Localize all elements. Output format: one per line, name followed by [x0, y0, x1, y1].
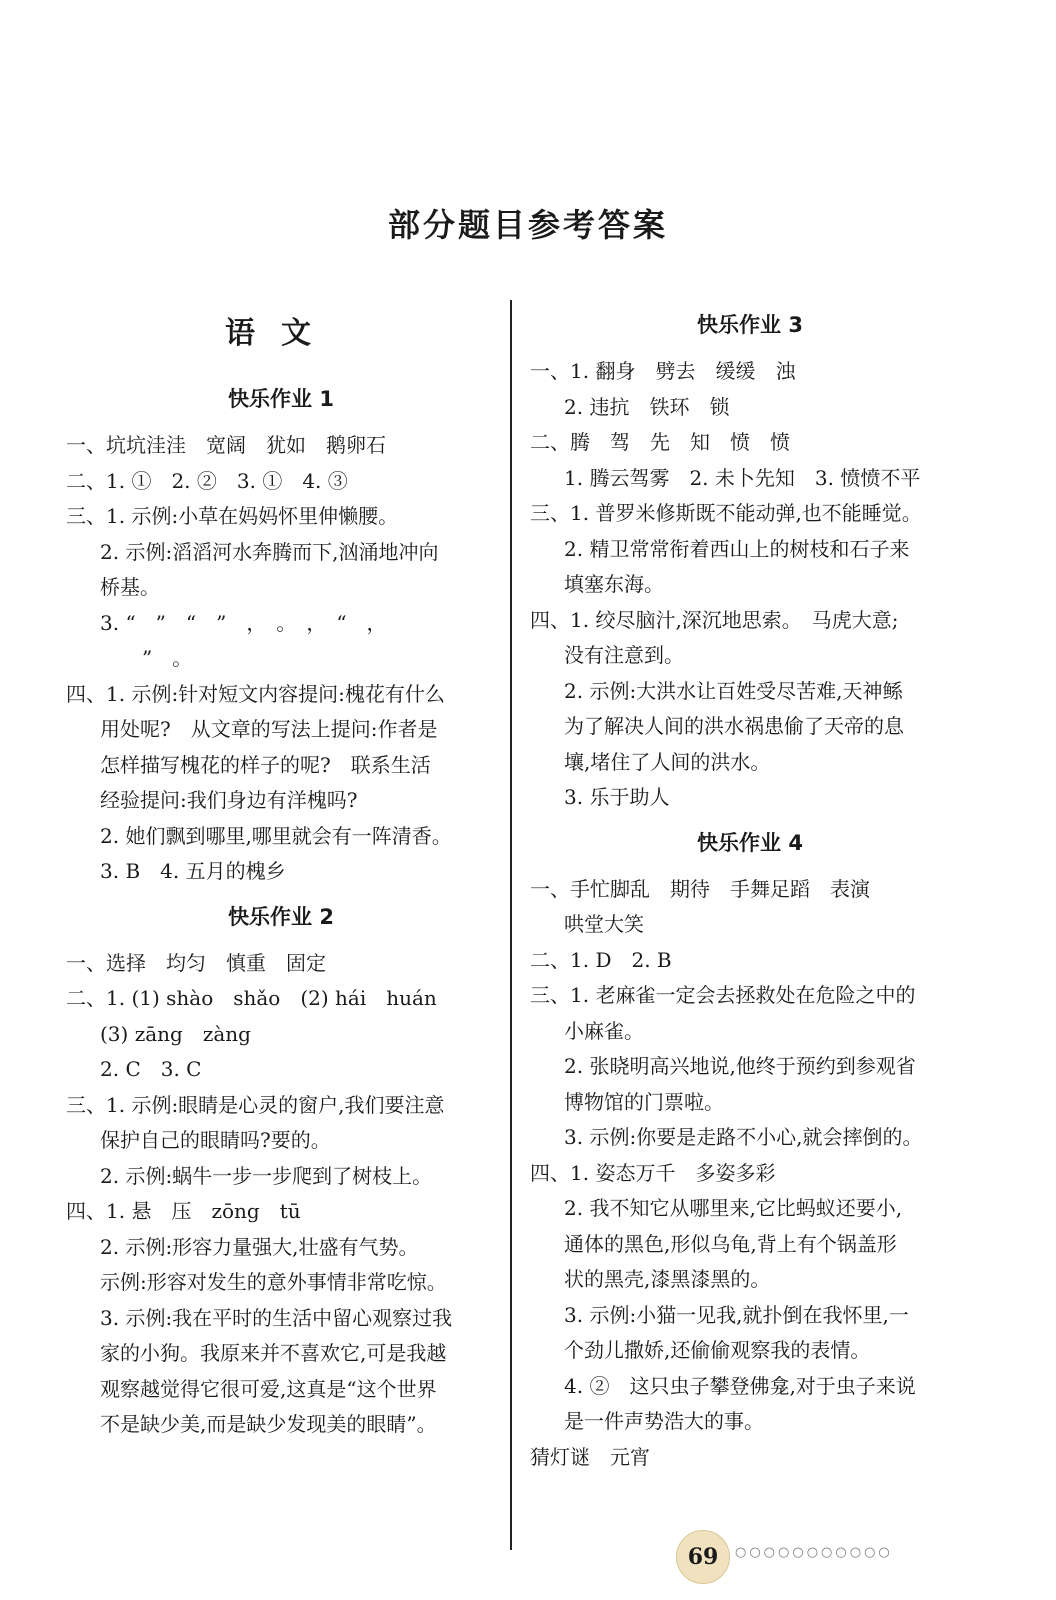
answer-line: 2. 示例:大洪水让百姓受尽苦难,天神鲧	[564, 678, 903, 703]
answer-line: 三、1. 普罗米修斯既不能动弹,也不能睡觉。	[530, 501, 922, 525]
answer-line: 二、1. (1) shào shǎo (2) hái huán	[66, 986, 437, 1010]
answer-line: 博物馆的门票啦。	[564, 1089, 724, 1114]
answer-line: 四、1. 悬 压 zōng tū	[66, 1199, 301, 1223]
answer-line: 状的黑壳,漆黑漆黑的。	[564, 1267, 771, 1291]
answer-line: 2. 她们飘到哪里,哪里就会有一阵清香。	[100, 823, 452, 848]
answer-line: 没有注意到。	[564, 643, 684, 667]
answer-line: 小麻雀。	[564, 1018, 644, 1043]
answer-line: 2. 张晓明高兴地说,他终于预约到参观省	[564, 1054, 916, 1078]
section-heading: 快乐作业 1	[228, 387, 334, 411]
answer-line: 示例:形容对发生的意外事情非常吃惊。	[100, 1270, 447, 1294]
answer-line: 用处呢? 从文章的写法上提问:作者是	[100, 717, 438, 741]
answer-line: 一、手忙脚乱 期待 手舞足蹈 表演	[530, 876, 870, 901]
answer-line: 2. 示例:形容力量强大,壮盛有气势。	[100, 1234, 419, 1259]
answer-line: 2. 我不知它从哪里来,它比蚂蚁还要小,	[564, 1196, 903, 1220]
page-title: 部分题目参考答案	[387, 206, 668, 244]
answer-section	[66, 380, 496, 890]
left-sections	[66, 380, 496, 1443]
answer-line: 个劲儿撒娇,还偷偷观察我的表情。	[564, 1338, 871, 1362]
answer-line: 四、1. 姿态万千 多姿多彩	[530, 1160, 776, 1185]
answer-section	[66, 898, 496, 1443]
left-column	[66, 306, 496, 1451]
answer-line: 为了解决人间的洪水祸患偷了天帝的息	[564, 714, 904, 738]
answer-line: 3. 示例:我在平时的生活中留心观察过我	[100, 1305, 453, 1330]
answer-line: 2. 精卫常常衔着西山上的树枝和石子来	[564, 536, 910, 561]
answer-line: 3. 示例:小猫一见我,就扑倒在我怀里,一	[564, 1302, 909, 1327]
answer-line: 4. ② 这只虫子攀登佛龛,对于虫子来说	[564, 1373, 916, 1398]
answer-line: 三、1. 示例:小草在妈妈怀里伸懒腰。	[66, 504, 399, 528]
footer-ornament: ○○○○○○○○○○○	[735, 1545, 893, 1560]
subject-heading: 语文	[225, 316, 337, 351]
answer-line: 2. 示例:滔滔河水奔腾而下,汹涌地冲向	[100, 539, 439, 564]
page-number: 69	[676, 1530, 730, 1584]
answer-line: 不是缺少美,而是缺少发现美的眼睛”。	[100, 1412, 437, 1436]
answer-line: 3. B 4. 五月的槐乡	[100, 859, 286, 883]
answer-line: 1. 腾云驾雾 2. 未卜先知 3. 愤愤不平	[564, 465, 921, 490]
answer-line: 家的小狗。我原来并不喜欢它,可是我越	[100, 1341, 447, 1365]
answer-line: 二、1. ① 2. ② 3. ① 4. ③	[66, 468, 348, 493]
answer-line: 一、选择 均匀 慎重 固定	[66, 950, 326, 975]
answer-line: (3) zāng zàng	[100, 1021, 251, 1046]
answer-line: 三、1. 老麻雀一定会去拯救处在危险之中的	[530, 983, 916, 1007]
answer-line: 填塞东海。	[564, 572, 664, 596]
answer-section	[530, 306, 970, 816]
answer-line: 三、1. 示例:眼睛是心灵的窗户,我们要注意	[66, 1092, 445, 1117]
answer-line: 哄堂大笑	[564, 912, 644, 936]
answer-line: 一、坑坑洼洼 宽阔 犹如 鹅卵石	[66, 433, 386, 457]
section-heading: 快乐作业 2	[228, 904, 334, 929]
answer-line: 猜灯谜 元宵	[530, 1444, 650, 1469]
answer-line: 保护自己的眼睛吗?要的。	[100, 1128, 331, 1152]
answer-line: 四、1. 示例:针对短文内容提问:槐花有什么	[66, 681, 445, 706]
answer-line: 观察越觉得它很可爱,这真是“这个世界	[100, 1376, 437, 1401]
answer-line: 3. “ ” “ ” ， 。 ， “ ，	[100, 610, 387, 635]
answer-line: 3. 乐于助人	[564, 785, 670, 809]
answer-line: 二、1. D 2. B	[530, 947, 672, 972]
answer-line: 怎样描写槐花的样子的呢? 联系生活	[100, 752, 431, 777]
answer-line: 二、腾 驾 先 知 愤 愤	[530, 430, 790, 454]
right-sections	[530, 306, 970, 1475]
answer-line: 桥基。	[100, 575, 160, 599]
section-heading: 快乐作业 4	[697, 830, 803, 855]
answer-line: 2. 违抗 铁环 锁	[564, 394, 730, 419]
answer-line: 是一件声势浩大的事。	[564, 1409, 764, 1433]
answer-line: 2. 示例:蜗牛一步一步爬到了树枝上。	[100, 1163, 433, 1188]
answer-line: ” 。	[142, 646, 193, 670]
answer-line: 2. C 3. C	[100, 1057, 202, 1081]
answer-line: 经验提问:我们身边有洋槐吗?	[100, 788, 358, 812]
section-heading: 快乐作业 3	[697, 313, 803, 337]
answer-line: 3. 示例:你要是走路不小心,就会摔倒的。	[564, 1125, 923, 1149]
right-column	[530, 306, 970, 1483]
column-divider	[510, 300, 512, 1550]
answer-line: 四、1. 绞尽脑汁,深沉地思索。 马虎大意;	[530, 607, 899, 632]
answer-section	[530, 824, 970, 1476]
answer-line: 一、1. 翻身 劈去 缓缓 浊	[530, 359, 796, 383]
answer-line: 壤,堵住了人间的洪水。	[564, 749, 771, 774]
answer-line: 通体的黑色,形似乌龟,背上有个锅盖形	[564, 1231, 897, 1256]
